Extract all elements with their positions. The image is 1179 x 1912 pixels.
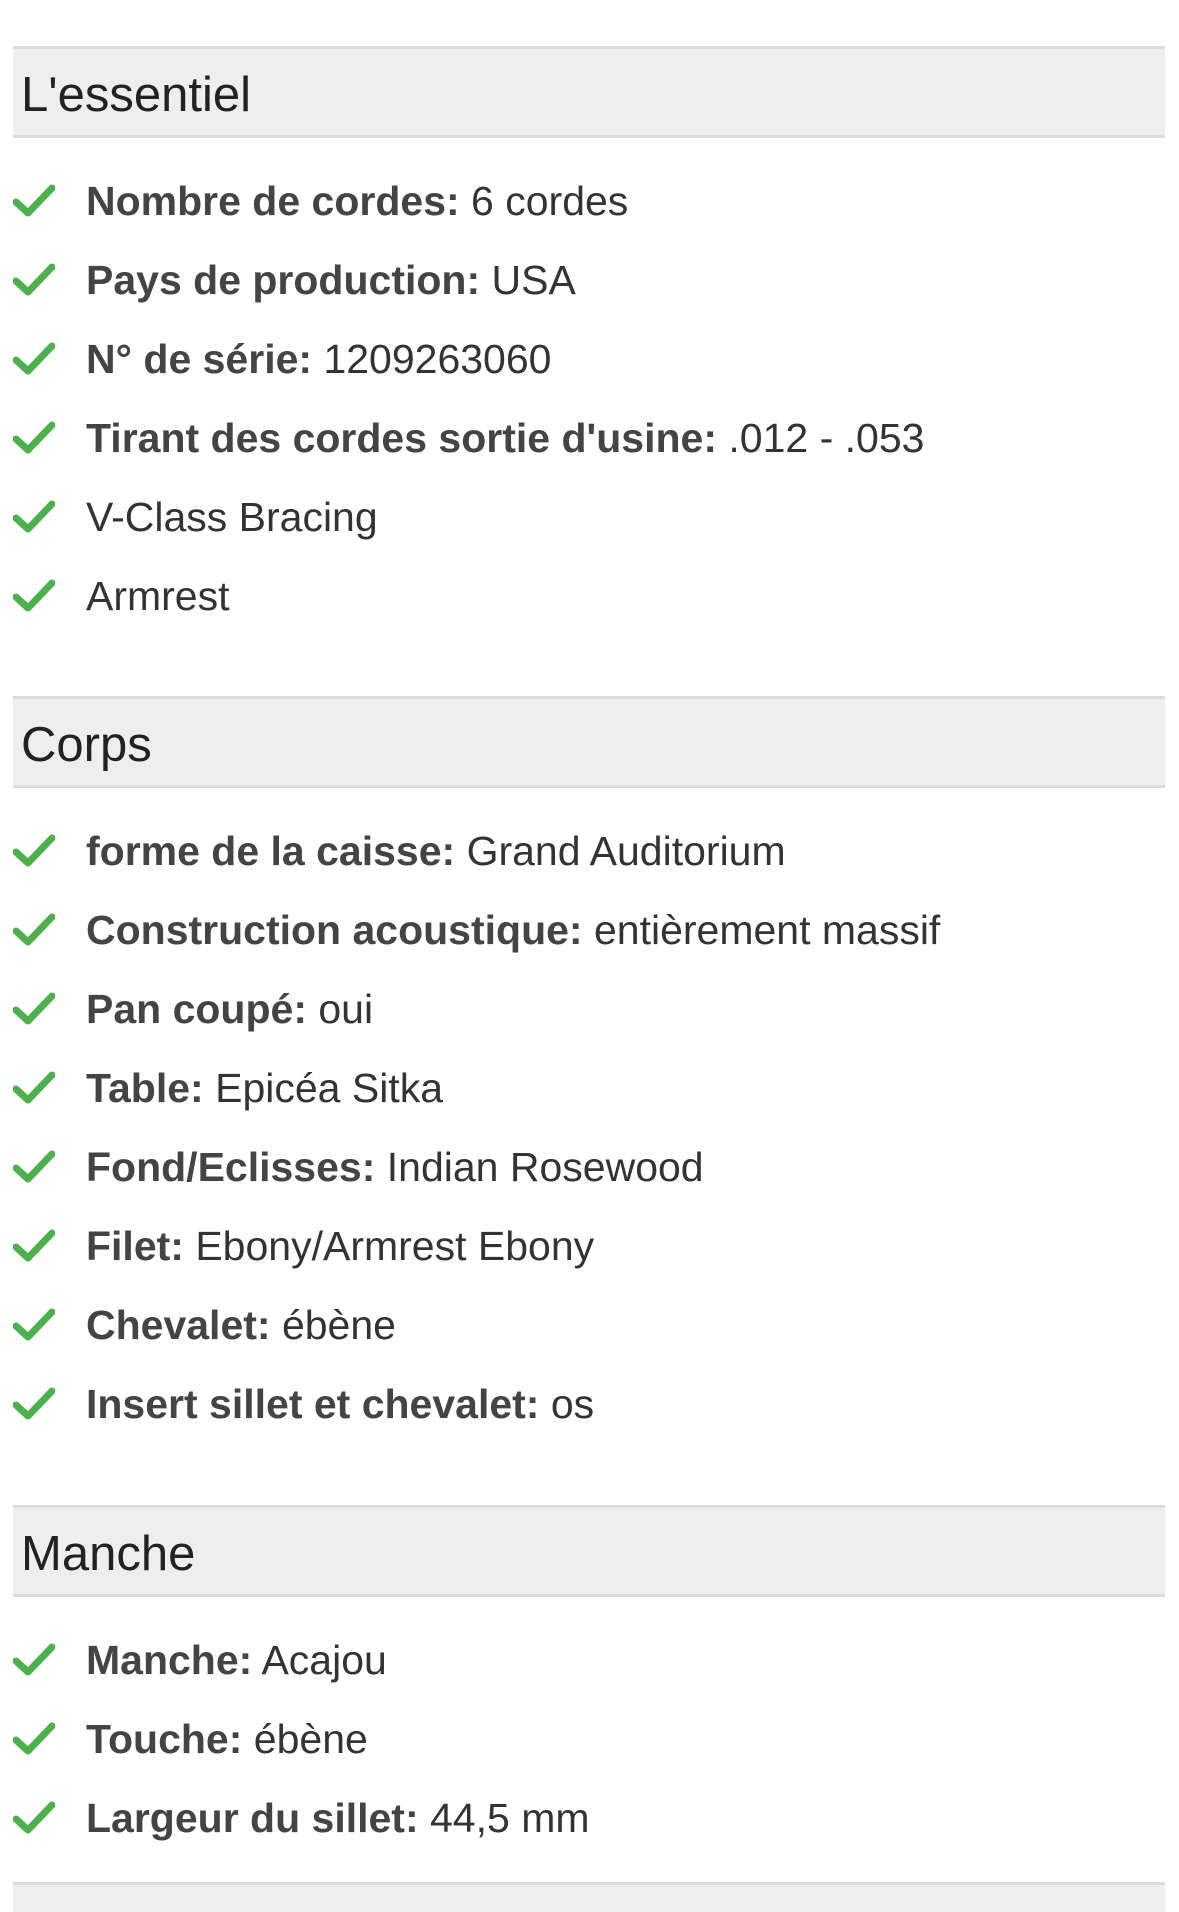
feature-value: V-Class Bracing bbox=[86, 494, 378, 540]
check-icon bbox=[13, 1308, 55, 1342]
feature-text bbox=[86, 1138, 704, 1196]
list-item bbox=[0, 980, 1179, 1059]
feature-text bbox=[86, 1059, 443, 1117]
list-item bbox=[0, 1059, 1179, 1138]
list-item bbox=[0, 330, 1179, 409]
list-item bbox=[0, 251, 1179, 330]
check-icon bbox=[13, 834, 55, 868]
list-item bbox=[0, 488, 1179, 567]
feature-label: Fond/Eclisses: bbox=[86, 1144, 376, 1190]
feature-text bbox=[86, 901, 940, 959]
feature-text bbox=[86, 980, 373, 1038]
feature-label: Tirant des cordes sortie d'usine: bbox=[86, 415, 717, 461]
feature-value: .012 - .053 bbox=[717, 415, 925, 461]
check-icon bbox=[13, 1229, 55, 1263]
section-header-next bbox=[13, 1882, 1165, 1912]
list-item bbox=[0, 1789, 1179, 1868]
section-header bbox=[13, 696, 1165, 788]
feature-text bbox=[86, 488, 378, 546]
feature-text bbox=[86, 567, 230, 625]
feature-value: Indian Rosewood bbox=[375, 1144, 704, 1190]
check-icon bbox=[13, 579, 55, 613]
list-item bbox=[0, 822, 1179, 901]
list-item bbox=[0, 1296, 1179, 1375]
feature-list bbox=[0, 1631, 1179, 1868]
feature-value: entièrement massif bbox=[582, 907, 941, 953]
section-title: Corps bbox=[21, 718, 152, 772]
section-header bbox=[13, 46, 1165, 138]
check-icon bbox=[13, 1643, 55, 1677]
feature-label: forme de la caisse: bbox=[86, 828, 456, 874]
check-icon bbox=[13, 184, 55, 218]
feature-value: Ebony/Armrest Ebony bbox=[183, 1223, 595, 1269]
check-icon bbox=[13, 500, 55, 534]
list-item bbox=[0, 1631, 1179, 1710]
feature-value: Armrest bbox=[86, 573, 230, 619]
feature-label: Table: bbox=[86, 1065, 204, 1111]
list-item bbox=[0, 172, 1179, 251]
feature-value: 1209263060 bbox=[312, 336, 552, 382]
check-icon bbox=[13, 1801, 55, 1835]
feature-text bbox=[86, 251, 576, 309]
feature-label: Manche: bbox=[86, 1637, 253, 1683]
feature-value: USA bbox=[480, 257, 576, 303]
check-icon bbox=[13, 992, 55, 1026]
feature-value: ébène bbox=[270, 1302, 396, 1348]
check-icon bbox=[13, 913, 55, 947]
list-item bbox=[0, 567, 1179, 646]
section-header bbox=[13, 1505, 1165, 1597]
feature-label: Touche: bbox=[86, 1716, 243, 1762]
check-icon bbox=[13, 421, 55, 455]
check-icon bbox=[13, 1722, 55, 1756]
feature-text bbox=[86, 1789, 590, 1847]
feature-value: 6 cordes bbox=[459, 178, 629, 224]
feature-text bbox=[86, 822, 786, 880]
list-item bbox=[0, 1138, 1179, 1217]
feature-value: Acajou bbox=[252, 1637, 387, 1683]
feature-label: Pays de production: bbox=[86, 257, 481, 303]
feature-label: N° de série: bbox=[86, 336, 313, 382]
feature-text bbox=[86, 1375, 594, 1433]
feature-text bbox=[86, 330, 551, 388]
feature-label: Pan coupé: bbox=[86, 986, 307, 1032]
feature-label: Nombre de cordes: bbox=[86, 178, 460, 224]
feature-value: Epicéa Sitka bbox=[203, 1065, 443, 1111]
list-item bbox=[0, 901, 1179, 980]
feature-label: Largeur du sillet: bbox=[86, 1795, 419, 1841]
feature-text bbox=[86, 409, 924, 467]
feature-label: Insert sillet et chevalet: bbox=[86, 1381, 540, 1427]
list-item bbox=[0, 1217, 1179, 1296]
feature-label: Filet: bbox=[86, 1223, 184, 1269]
feature-value: ébène bbox=[242, 1716, 368, 1762]
section-title: Manche bbox=[21, 1527, 196, 1581]
feature-list bbox=[0, 822, 1179, 1454]
section-title: L'essentiel bbox=[21, 68, 251, 122]
feature-value: os bbox=[539, 1381, 595, 1427]
feature-value: Grand Auditorium bbox=[455, 828, 786, 874]
feature-text bbox=[86, 1631, 387, 1689]
feature-label: Chevalet: bbox=[86, 1302, 271, 1348]
feature-label: Construction acoustique: bbox=[86, 907, 583, 953]
check-icon bbox=[13, 1387, 55, 1421]
feature-text bbox=[86, 1217, 594, 1275]
list-item bbox=[0, 1710, 1179, 1789]
feature-text bbox=[86, 172, 628, 230]
check-icon bbox=[13, 1071, 55, 1105]
check-icon bbox=[13, 342, 55, 376]
list-item bbox=[0, 1375, 1179, 1454]
check-icon bbox=[13, 1150, 55, 1184]
feature-text bbox=[86, 1710, 368, 1768]
list-item bbox=[0, 409, 1179, 488]
feature-value: 44,5 mm bbox=[418, 1795, 590, 1841]
check-icon bbox=[13, 263, 55, 297]
feature-list bbox=[0, 172, 1179, 646]
feature-text bbox=[86, 1296, 396, 1354]
feature-value: oui bbox=[306, 986, 374, 1032]
